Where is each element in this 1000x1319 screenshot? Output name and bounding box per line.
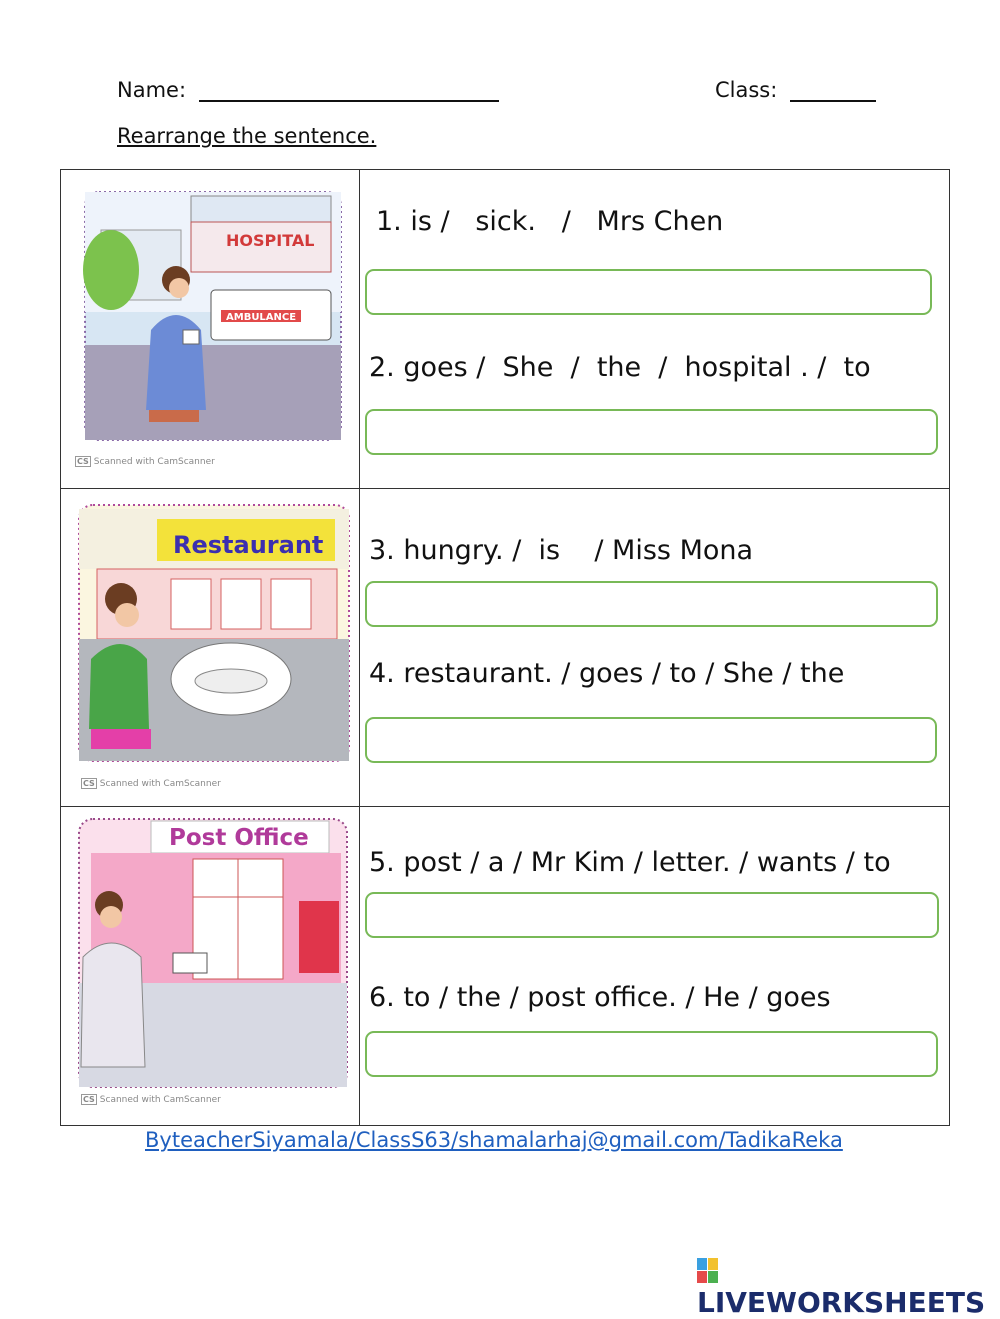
- post-office-sign-text: Post Office: [169, 825, 309, 851]
- picture-cell: [61, 807, 360, 1126]
- worksheet-row: [61, 807, 950, 1126]
- name-blank-line[interactable]: [199, 80, 499, 102]
- answer-box-6[interactable]: [365, 1031, 938, 1077]
- author-link[interactable]: ByteacherSiyamala/ClassS63/shamalarhaj@gmail.com/TadikaReka: [145, 1128, 843, 1152]
- answer-box-3[interactable]: [365, 581, 938, 627]
- scan-watermark: [81, 1094, 221, 1105]
- worksheet-row: [61, 170, 950, 489]
- scan-mark: CS: [77, 457, 89, 466]
- name-label: Name:: [117, 78, 187, 102]
- question-cell: [360, 807, 950, 1126]
- scan-label: Scanned with CamScanner: [99, 779, 221, 789]
- answer-box-2[interactable]: [365, 409, 938, 455]
- question-cell: [360, 170, 950, 489]
- answer-box-1[interactable]: [365, 269, 932, 315]
- answer-box-5[interactable]: [365, 892, 939, 938]
- restaurant-sign-text: Restaurant: [173, 531, 324, 559]
- scan-watermark: [75, 456, 215, 467]
- question-3: 3. hungry. / is / Miss Mona: [369, 535, 754, 566]
- picture-cell: [61, 489, 360, 807]
- post-office-illustration: [61, 807, 359, 1126]
- scan-mark: CS: [83, 1095, 95, 1104]
- hospital-sign-text: HOSPITAL: [226, 231, 315, 250]
- instruction: Rearrange the sentence.: [117, 124, 377, 148]
- question-1: 1. is / sick. / Mrs Chen: [376, 206, 724, 237]
- class-label: Class:: [715, 78, 778, 102]
- brand-name: LIVEWORKSHEETS: [697, 1286, 986, 1319]
- liveworksheets-logo: [697, 1253, 1000, 1319]
- ambulance-sign-text: AMBULANCE: [226, 312, 297, 323]
- scan-label: Scanned with CamScanner: [93, 457, 215, 467]
- class-blank-line[interactable]: [790, 80, 876, 102]
- restaurant-illustration: [61, 489, 359, 807]
- answer-box-4[interactable]: [365, 717, 937, 763]
- question-5: 5. post / a / Mr Kim / letter. / wants / to: [369, 847, 891, 878]
- question-4: 4. restaurant. / goes / to / She / the: [369, 658, 845, 689]
- hospital-illustration: [61, 170, 359, 489]
- worksheet-table: [60, 169, 950, 1126]
- name-field: [117, 78, 499, 102]
- question-cell: [360, 489, 950, 807]
- picture-cell: [61, 170, 360, 489]
- worksheet-row: [61, 489, 950, 807]
- question-6: 6. to / the / post office. / He / goes: [369, 982, 831, 1013]
- scan-label: Scanned with CamScanner: [99, 1095, 221, 1105]
- liveworksheets-logo-icon: [697, 1258, 719, 1284]
- class-field: [715, 78, 876, 102]
- scan-mark: CS: [83, 779, 95, 788]
- scan-watermark: [81, 778, 221, 789]
- question-2: 2. goes / She / the / hospital . / to: [369, 352, 871, 383]
